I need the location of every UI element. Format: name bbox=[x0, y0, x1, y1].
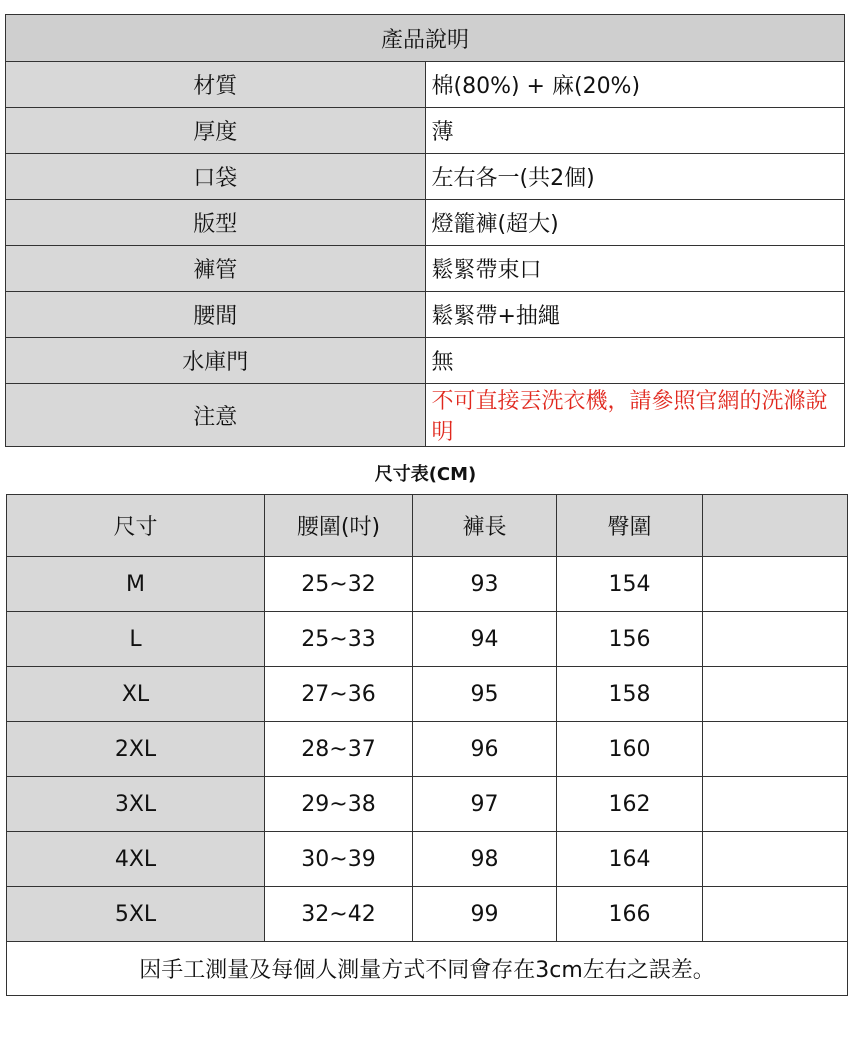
waist-value: 鬆緊帶+抽繩 bbox=[425, 292, 845, 338]
size-cell: 3XL bbox=[7, 777, 265, 832]
length-cell: 97 bbox=[413, 777, 557, 832]
product-row-material bbox=[6, 62, 845, 108]
material-label: 材質 bbox=[6, 62, 426, 108]
length-cell: 99 bbox=[413, 887, 557, 942]
size-row bbox=[7, 777, 848, 832]
length-cell: 95 bbox=[413, 667, 557, 722]
blank-cell bbox=[703, 722, 848, 777]
blank-cell bbox=[703, 777, 848, 832]
waist-cell: 28~37 bbox=[265, 722, 413, 777]
hip-cell: 158 bbox=[557, 667, 703, 722]
hip-cell: 162 bbox=[557, 777, 703, 832]
product-description-table bbox=[5, 14, 845, 447]
size-row bbox=[7, 612, 848, 667]
blank-cell bbox=[703, 887, 848, 942]
size-cell: XL bbox=[7, 667, 265, 722]
waist-cell: 27~36 bbox=[265, 667, 413, 722]
size-cell: 4XL bbox=[7, 832, 265, 887]
size-cell: M bbox=[7, 557, 265, 612]
size-chart-footnote-row bbox=[7, 942, 848, 996]
thickness-value: 薄 bbox=[425, 108, 845, 154]
leg-opening-value: 鬆緊帶束口 bbox=[425, 246, 845, 292]
product-row-thickness bbox=[6, 108, 845, 154]
size-cell: L bbox=[7, 612, 265, 667]
caution-label: 注意 bbox=[6, 384, 426, 447]
size-row bbox=[7, 832, 848, 887]
size-cell: 5XL bbox=[7, 887, 265, 942]
length-cell: 96 bbox=[413, 722, 557, 777]
hip-cell: 164 bbox=[557, 832, 703, 887]
measurement-footnote: 因手工測量及每個人測量方式不同會存在3cm左右之誤差。 bbox=[7, 942, 848, 996]
size-chart-title: 尺寸表(CM) bbox=[374, 464, 477, 485]
leg-opening-label: 褲管 bbox=[6, 246, 426, 292]
size-chart-table bbox=[6, 494, 848, 996]
fit-label: 版型 bbox=[6, 200, 426, 246]
pockets-value: 左右各一(共2個) bbox=[425, 154, 845, 200]
blank-cell bbox=[703, 667, 848, 722]
waist-cell: 29~38 bbox=[265, 777, 413, 832]
hip-cell: 160 bbox=[557, 722, 703, 777]
hip-cell: 166 bbox=[557, 887, 703, 942]
fit-value: 燈籠褲(超大) bbox=[425, 200, 845, 246]
fly-label: 水庫門 bbox=[6, 338, 426, 384]
caution-value: 不可直接丟洗衣機，請參照官網的洗滌說明 bbox=[425, 384, 845, 447]
size-row bbox=[7, 557, 848, 612]
size-cell: 2XL bbox=[7, 722, 265, 777]
product-row-fly bbox=[6, 338, 845, 384]
product-row-fit bbox=[6, 200, 845, 246]
header-size: 尺寸 bbox=[7, 495, 265, 557]
blank-cell bbox=[703, 557, 848, 612]
fly-value: 無 bbox=[425, 338, 845, 384]
waist-label: 腰間 bbox=[6, 292, 426, 338]
product-table-title: 產品說明 bbox=[6, 15, 845, 62]
header-hip: 臀圍 bbox=[557, 495, 703, 557]
hip-cell: 156 bbox=[557, 612, 703, 667]
thickness-label: 厚度 bbox=[6, 108, 426, 154]
size-row bbox=[7, 722, 848, 777]
length-cell: 94 bbox=[413, 612, 557, 667]
pockets-label: 口袋 bbox=[6, 154, 426, 200]
length-cell: 93 bbox=[413, 557, 557, 612]
length-cell: 98 bbox=[413, 832, 557, 887]
product-row-waist bbox=[6, 292, 845, 338]
waist-cell: 32~42 bbox=[265, 887, 413, 942]
header-blank bbox=[703, 495, 848, 557]
blank-cell bbox=[703, 832, 848, 887]
material-value: 棉(80%) + 麻(20%) bbox=[425, 62, 845, 108]
header-waist: 腰圍(吋) bbox=[265, 495, 413, 557]
waist-cell: 30~39 bbox=[265, 832, 413, 887]
size-chart-header-row bbox=[7, 495, 848, 557]
waist-cell: 25~33 bbox=[265, 612, 413, 667]
blank-cell bbox=[703, 612, 848, 667]
size-row bbox=[7, 667, 848, 722]
header-length: 褲長 bbox=[413, 495, 557, 557]
product-row-leg-opening bbox=[6, 246, 845, 292]
product-row-pockets bbox=[6, 154, 845, 200]
hip-cell: 154 bbox=[557, 557, 703, 612]
size-row bbox=[7, 887, 848, 942]
product-row-caution bbox=[6, 384, 845, 447]
waist-cell: 25~32 bbox=[265, 557, 413, 612]
